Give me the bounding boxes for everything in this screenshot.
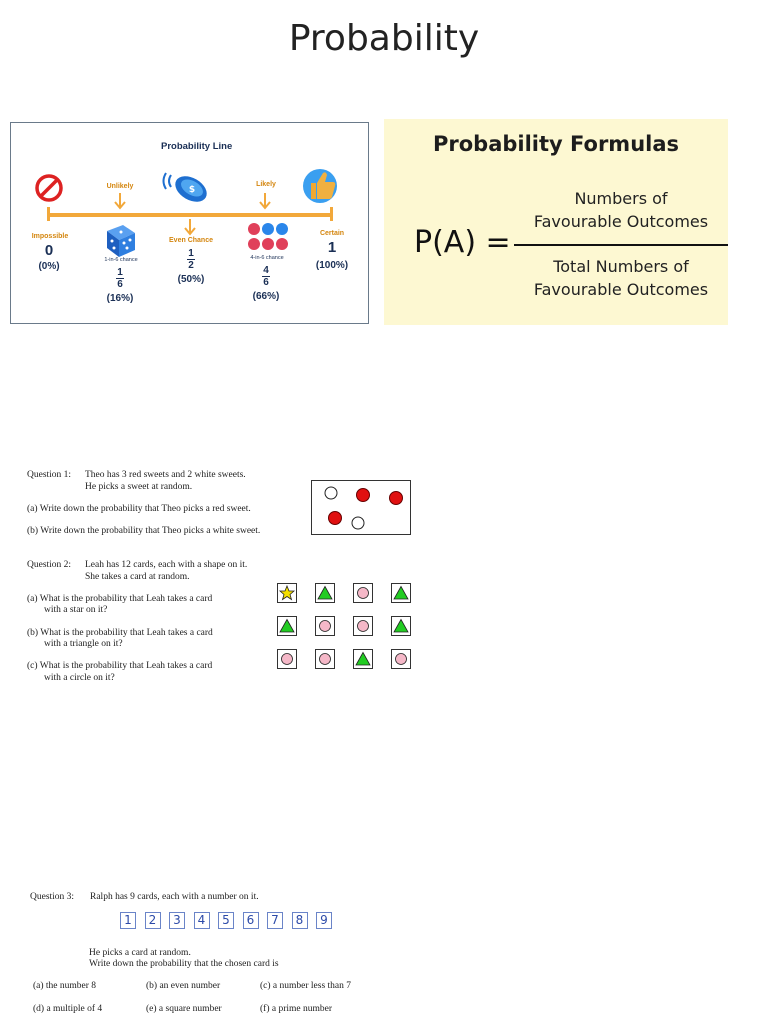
thumbs-up-icon <box>303 169 337 203</box>
impossible-value: 0 <box>44 242 54 259</box>
shape-card-triangle <box>315 583 335 603</box>
unlikely-denominator: 6 <box>117 279 123 290</box>
number-card-row <box>120 912 340 930</box>
shape-card-triangle <box>277 616 297 636</box>
q3-part-f: (f) a prime number <box>260 1004 333 1014</box>
arrow-unlikely-icon <box>115 193 125 208</box>
q2-part-c-1: (c) What is the probability that Leah takes a card <box>27 661 213 671</box>
sweets-graphic <box>312 481 412 536</box>
number-card: 8 <box>292 912 308 929</box>
shape-card-star <box>277 583 297 603</box>
unlikely-fraction <box>110 267 130 290</box>
q3-part-a: (a) the number 8 <box>33 981 97 991</box>
q3-part-e: (e) a square number <box>146 1004 222 1014</box>
q2-part-a-1: (a) What is the probability that Leah takes a card <box>27 594 213 604</box>
even-chance-label: Even Chance <box>169 237 213 244</box>
shape-card-circle <box>353 616 373 636</box>
circle-icon <box>358 588 369 599</box>
q3-part-b: (b) an even number <box>146 981 221 991</box>
even-denominator: 2 <box>188 260 194 271</box>
formula-title: Probability Formulas <box>432 132 680 156</box>
q3-label: Question 3: <box>30 892 75 902</box>
triangle-icon <box>394 620 408 633</box>
probability-formula-panel <box>384 119 728 325</box>
scale-line <box>47 213 333 217</box>
scale-end-left <box>47 207 50 221</box>
q2-text-1: Leah has 12 cards, each with a shape on it. <box>85 560 248 570</box>
q3-text-3: Write down the probability that the chosen card is <box>89 959 279 969</box>
unlikely-label: Unlikely <box>106 183 134 190</box>
coin-toss-icon <box>164 171 212 207</box>
formula-lhs: P(A) = <box>414 225 511 260</box>
unlikely-percent: (16%) <box>106 293 134 304</box>
impossible-label: Impossible <box>31 233 69 240</box>
q2-part-c-2: with a circle on it? <box>44 673 115 683</box>
shape-card-triangle <box>353 649 373 669</box>
dice-icon <box>107 225 135 257</box>
shape-card-grid <box>277 583 413 671</box>
triangle-icon <box>280 620 294 633</box>
formula-denominator-1: Total Numbers of <box>553 257 689 276</box>
q1-part-b: (b) Write down the probability that Theo picks a white sweet. <box>27 526 261 536</box>
shape-card-circle <box>353 583 373 603</box>
red-sweet <box>357 489 370 502</box>
arrow-likely-icon <box>260 193 270 208</box>
page-title: Probability <box>288 18 480 59</box>
triangle-icon <box>356 653 370 666</box>
probability-line-graphic <box>11 123 370 325</box>
number-card: 3 <box>169 912 185 929</box>
q1-text-1: Theo has 3 red sweets and 2 white sweets. <box>85 470 246 480</box>
circle-icon <box>358 621 369 632</box>
likely-label: Likely <box>256 181 276 188</box>
unlikely-chance: 1-in-6 chance <box>104 257 138 263</box>
fraction-line <box>514 244 728 246</box>
q2-part-b-2: with a triangle on it? <box>44 639 123 649</box>
circle-icon <box>396 654 407 665</box>
number-card: 7 <box>267 912 283 929</box>
circle-icon <box>282 654 293 665</box>
q3-text: Ralph has 9 cards, each with a number on it. <box>90 892 259 902</box>
likely-numerator: 4 <box>263 265 269 276</box>
shape-card-triangle <box>391 616 411 636</box>
scale-end-right <box>330 207 333 221</box>
impossible-percent: (0%) <box>38 261 60 272</box>
probability-line-panel <box>10 122 369 324</box>
formula-numerator-2: Favourable Outcomes <box>533 212 709 231</box>
shape-card-circle <box>315 649 335 669</box>
formula-denominator-2: Favourable Outcomes <box>533 280 709 299</box>
balls-icon <box>248 223 288 250</box>
formula-numerator-1: Numbers of <box>574 189 668 208</box>
q1-part-a: (a) Write down the probability that Theo picks a red sweet. <box>27 504 251 514</box>
certain-label: Certain <box>319 230 345 237</box>
number-card: 1 <box>120 912 136 929</box>
q3-part-d: (d) a multiple of 4 <box>33 1004 103 1014</box>
white-sweet <box>325 487 337 499</box>
even-percent: (50%) <box>177 274 205 285</box>
even-numerator: 1 <box>188 248 194 259</box>
probability-line-title: Probability Line <box>161 141 233 152</box>
q1-text-2: He picks a sweet at random. <box>85 482 193 492</box>
number-card: 4 <box>194 912 210 929</box>
triangle-icon <box>394 587 408 600</box>
shape-card-circle <box>315 616 335 636</box>
likely-percent: (66%) <box>252 291 280 302</box>
circle-icon <box>320 621 331 632</box>
triangle-icon <box>318 587 332 600</box>
number-card: 9 <box>316 912 332 929</box>
sweets-box <box>311 480 411 535</box>
q2-part-b-1: (b) What is the probability that Leah takes a card <box>27 628 213 638</box>
q1-label: Question 1: <box>27 470 72 480</box>
shape-card-circle <box>391 649 411 669</box>
likely-chance: 4-in-6 chance <box>250 255 284 261</box>
svg-text:$: $ <box>188 185 196 195</box>
shape-card-circle <box>277 649 297 669</box>
certain-percent: (100%) <box>315 260 349 271</box>
q2-part-a-2: with a star on it? <box>44 605 108 615</box>
certain-value: 1 <box>327 239 337 256</box>
likely-fraction <box>256 265 276 288</box>
circle-icon <box>320 654 331 665</box>
even-fraction <box>181 248 201 271</box>
arrow-even-icon <box>185 219 195 234</box>
number-card: 5 <box>218 912 234 929</box>
red-sweet <box>329 512 342 525</box>
q3-text-2: He picks a card at random. <box>89 948 191 958</box>
unlikely-numerator: 1 <box>117 267 123 278</box>
number-card: 6 <box>243 912 259 929</box>
likely-denominator: 6 <box>263 277 269 288</box>
q2-label: Question 2: <box>27 560 72 570</box>
red-sweet <box>390 492 403 505</box>
q3-part-c: (c) a number less than 7 <box>260 981 352 991</box>
white-sweet <box>352 517 364 529</box>
shape-card-triangle <box>391 583 411 603</box>
number-card: 2 <box>145 912 161 929</box>
prohibited-icon <box>37 176 61 200</box>
star-icon <box>280 586 294 600</box>
q2-text-2: She takes a card at random. <box>85 572 190 582</box>
